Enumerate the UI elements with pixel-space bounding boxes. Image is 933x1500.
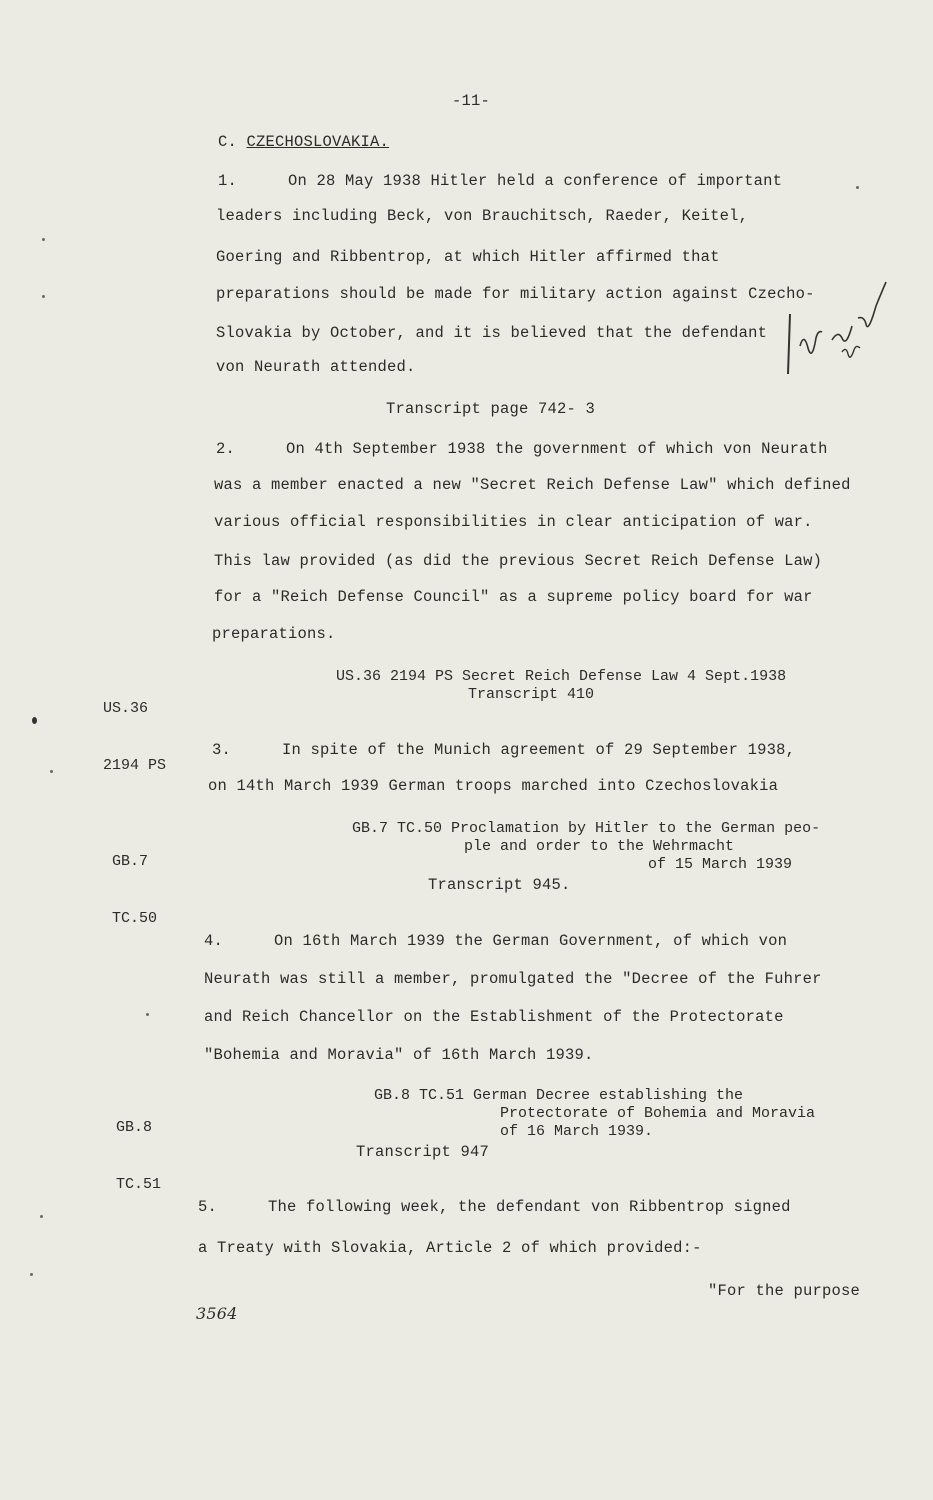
para4-line-0: 4. On 16th March 1939 the German Government, of which von	[204, 932, 788, 950]
margin-speck	[30, 1273, 33, 1276]
para2-line-0: 2. On 4th September 1938 the government of which von Neurath	[216, 440, 828, 458]
para2-number: 2.	[216, 440, 236, 458]
para1-number: 1.	[218, 172, 238, 190]
para4-number: 4.	[204, 932, 224, 950]
para4-line-2: and Reich Chancellor on the Establishment of the Protectorate	[204, 1008, 784, 1026]
para3-number: 3.	[212, 741, 232, 759]
page-number: -11-	[452, 92, 491, 110]
para3-line-0: 3. In spite of the Munich agreement of 29 September 1938,	[212, 741, 796, 759]
para3-margin-ref: GB.7 TC.50	[112, 853, 158, 927]
para5-number: 5.	[198, 1198, 218, 1216]
para3-transcript: Transcript 945.	[428, 876, 571, 894]
section-letter: C.	[218, 133, 238, 151]
para1-transcript-ref: Transcript page 742- 3	[386, 400, 596, 418]
para1-line-2: Goering and Ribbentrop, at which Hitler affirmed that	[216, 248, 720, 266]
para5-continuation: "For the purpose	[708, 1282, 861, 1300]
para2-line-5: preparations.	[212, 625, 336, 643]
margin-speck	[40, 1215, 43, 1218]
para5-line-1: a Treaty with Slovakia, Article 2 of which provided:-	[198, 1239, 702, 1257]
para2-line-1: was a member enacted a new "Secret Reich Defense Law" which defined	[214, 476, 851, 494]
para1-line-0: 1. On 28 May 1938 Hitler held a conference of important	[218, 172, 783, 190]
para1-line-3: preparations should be made for military action against Czecho-	[216, 285, 815, 303]
para1-line-4: Slovakia by October, and it is believed that the defendant	[216, 324, 768, 342]
margin-speck	[50, 770, 53, 773]
para3-exhibit-ref: GB.7 TC.50 Proclamation by Hitler to the German peo- ple and order to the Wehrmacht of 15 March 1939	[352, 820, 821, 873]
handwritten-initials	[770, 278, 910, 388]
section-title: CZECHOSLOVAKIA.	[246, 133, 390, 151]
para5-line-0: 5. The following week, the defendant von Ribbentrop signed	[198, 1198, 791, 1216]
margin-speck	[32, 717, 37, 724]
margin-speck	[856, 186, 859, 189]
para1-line-5: von Neurath attended.	[216, 358, 416, 376]
para3-line-1: on 14th March 1939 German troops marched into Czechoslovakia	[208, 777, 779, 795]
footer-number: 3564	[196, 1304, 238, 1323]
para2-line-2: various official responsibilities in clear anticipation of war.	[214, 513, 813, 531]
para2-line-3: This law provided (as did the previous Secret Reich Defense Law)	[214, 552, 823, 570]
para4-line-1: Neurath was still a member, promulgated the "Decree of the Fuhrer	[204, 970, 822, 988]
para4-transcript: Transcript 947	[356, 1143, 490, 1161]
para1-line-1: leaders including Beck, von Brauchitsch, Raeder, Keitel,	[216, 207, 749, 225]
para4-line-3: "Bohemia and Moravia" of 16th March 1939.	[204, 1046, 594, 1064]
margin-speck	[42, 295, 45, 298]
para4-exhibit-ref: GB.8 TC.51 German Decree establishing the Protectorate of Bohemia and Moravia of 16 March 1939.	[374, 1087, 816, 1140]
para2-margin-ref: US.36 2194 PS	[103, 700, 167, 774]
para4-margin-ref: GB.8 TC.51	[116, 1119, 162, 1193]
margin-speck	[146, 1013, 149, 1016]
para2-line-4: for a "Reich Defense Council" as a supreme policy board for war	[214, 588, 813, 606]
para2-exhibit-ref: US.36 2194 PS Secret Reich Defense Law 4 Sept.1938 Transcript 410	[336, 668, 787, 703]
margin-speck	[42, 238, 45, 241]
section-heading	[218, 133, 389, 151]
